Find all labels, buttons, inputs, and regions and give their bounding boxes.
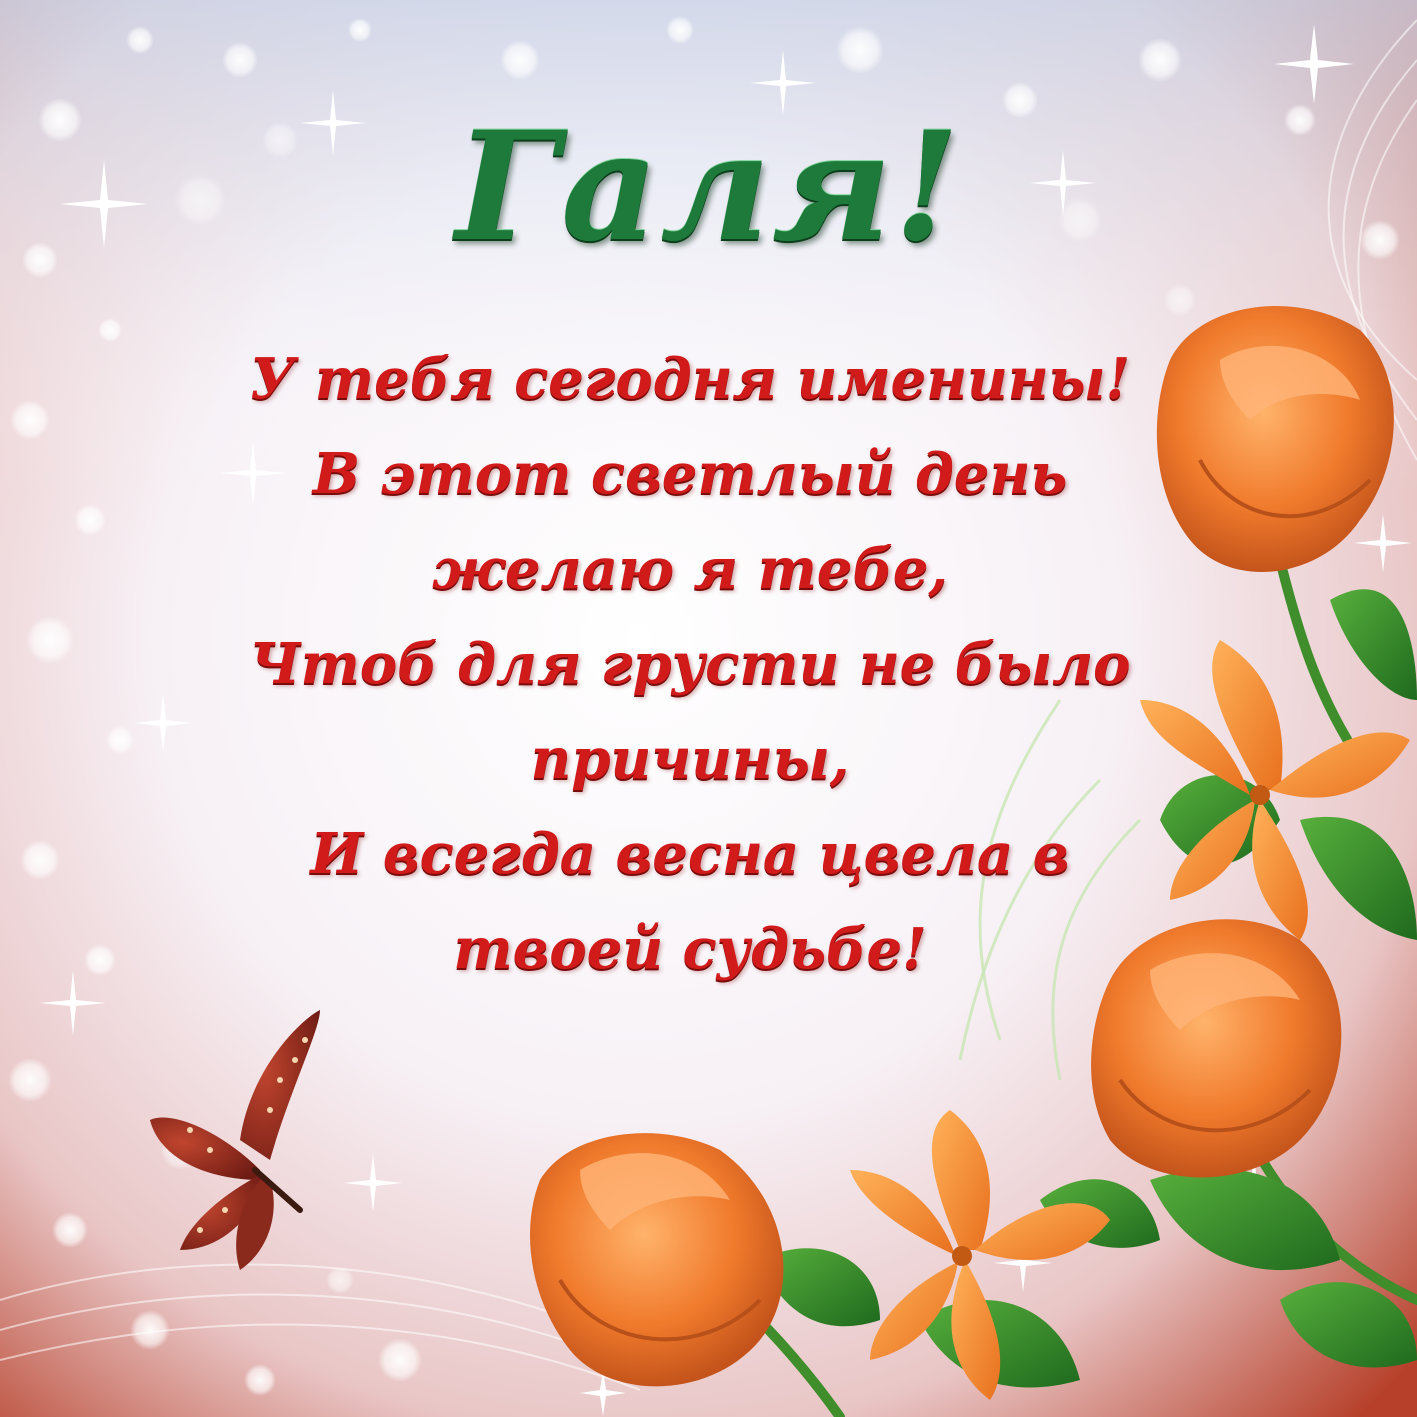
greeting-verse: [140, 332, 1240, 997]
verse-line: И всегда весна цвела в: [310, 821, 1070, 887]
verse-line: В этот светлый день: [312, 441, 1068, 507]
verse-line: причины,: [530, 726, 850, 792]
verse-line: У тебя сегодня именины!: [249, 346, 1131, 412]
card-title: Галя!: [455, 99, 962, 275]
verse-line: Чтоб для грусти не было: [249, 631, 1131, 697]
verse-line: желаю я тебе,: [431, 536, 949, 602]
verse-line: твоей судьбе!: [453, 916, 927, 982]
